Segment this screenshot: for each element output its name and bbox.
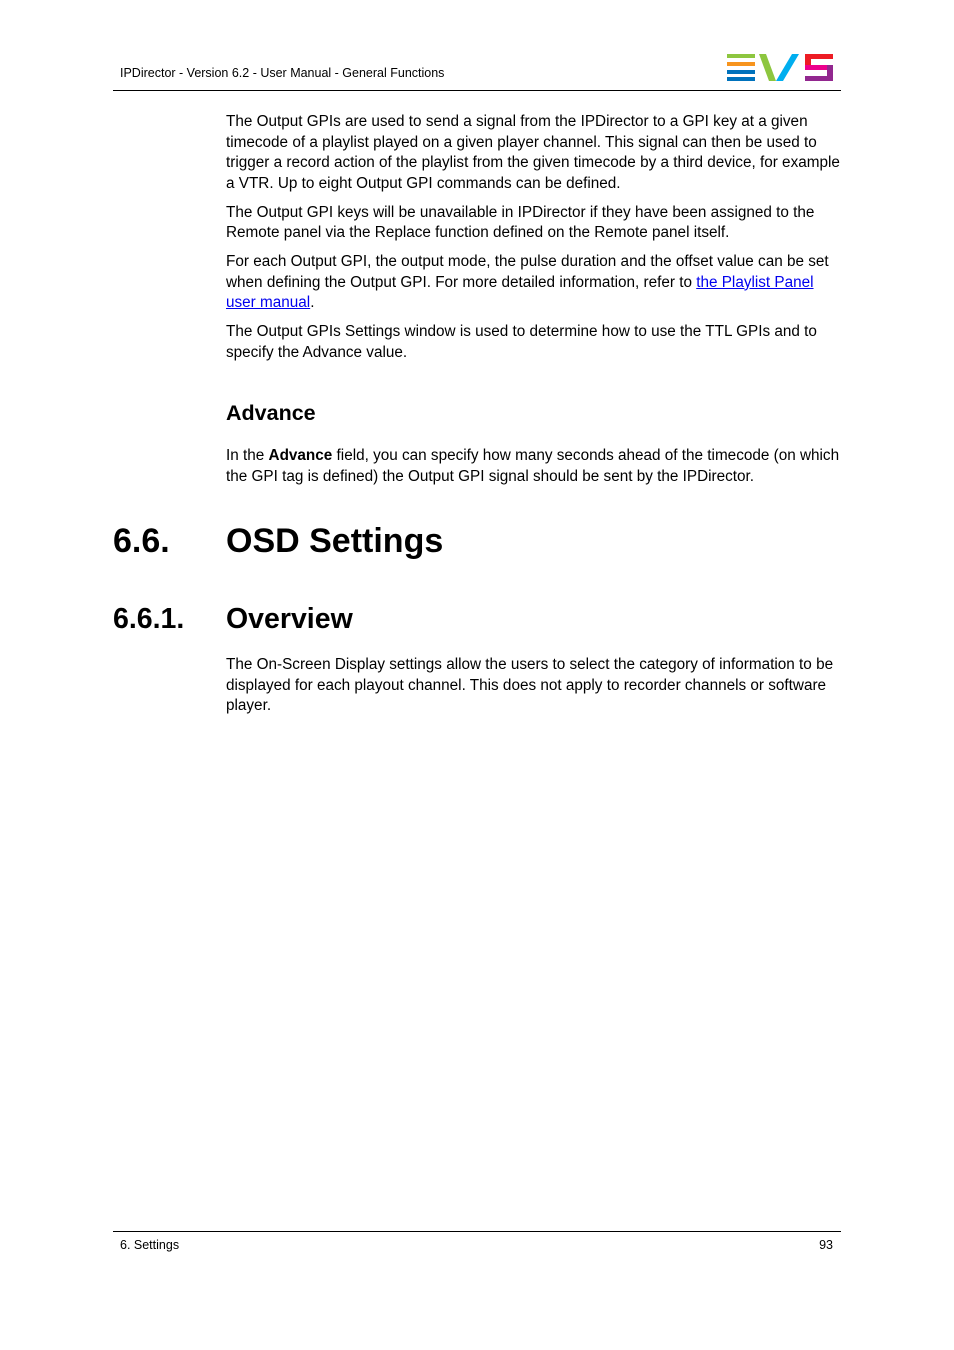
- subsection-title: Overview: [226, 603, 353, 635]
- header-divider: [113, 90, 841, 91]
- running-header: IPDirector - Version 6.2 - User Manual - General Functions: [120, 66, 445, 80]
- subsection-number: 6.6.1.: [113, 603, 185, 635]
- logo-v-right: [776, 54, 799, 81]
- logo-v-left: [759, 54, 776, 81]
- intro-paragraph-2: The Output GPI keys will be unavailable in IPDirector if they have been assigned to the Remote panel via the Replace function defined on the Remote panel itself.: [226, 203, 815, 241]
- section-number: 6.6.: [113, 522, 170, 560]
- logo-e-bar-2: [727, 62, 755, 66]
- page-number: 93: [819, 1238, 833, 1252]
- overview-section: [226, 655, 842, 725]
- advance-section: [226, 446, 842, 496]
- advance-text-start: In the: [226, 447, 269, 464]
- intro-section: [226, 112, 842, 372]
- intro-paragraph-1: The Output GPIs are used to send a signal from the IPDirector to a GPI key at a given timecode of a playlist played on a given player channel. This signal can then be used to trigger a record action of the playlist from the given timecode by a third device, for example a VTR. Up to eight Output GPI commands can be defined.: [226, 113, 840, 192]
- intro-paragraph-3: [226, 252, 842, 314]
- footer-divider: [113, 1231, 841, 1232]
- advance-heading: Advance: [226, 401, 316, 425]
- intro-paragraph-3-text: For each Output GPI, the output mode, the pulse duration and the offset value can be set when defining the Output GPI. For more detailed information, refer to: [226, 253, 829, 291]
- section-title: OSD Settings: [226, 522, 444, 560]
- advance-paragraph: [226, 446, 842, 487]
- evs-logo: [727, 54, 835, 82]
- logo-e-bar-1: [727, 54, 755, 58]
- footer-chapter: 6. Settings: [120, 1238, 180, 1252]
- logo-s-bottom: [805, 76, 833, 81]
- intro-paragraph-3-end: .: [310, 294, 315, 311]
- intro-paragraph-4: The Output GPIs Settings window is used to determine how to use the TTL GPIs and to specify the Advance value.: [226, 323, 817, 361]
- advance-text-end: field, you can specify how many seconds ahead of the timecode (on which the GPI tag is defined) the Output GPI signal should be sent by the IPDirector.: [226, 447, 840, 485]
- logo-e-bar-3: [727, 70, 755, 74]
- logo-e-bar-4: [727, 77, 755, 81]
- playlist-panel-manual-link[interactable]: the Playlist Panel user manual: [226, 273, 814, 311]
- overview-paragraph: The On-Screen Display settings allow the users to select the category of information to be displayed for each playout channel. This does not apply to recorder channels or software player.: [226, 656, 834, 714]
- advance-field-name: Advance: [268, 447, 333, 464]
